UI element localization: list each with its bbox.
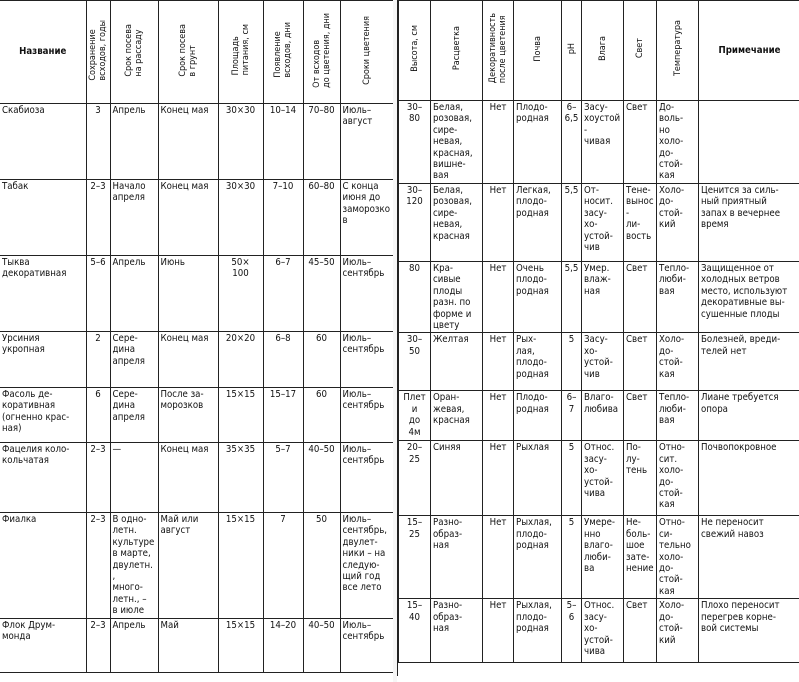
table-row (399, 441, 799, 516)
table-cell: Разно- образ- ная (431, 516, 483, 599)
table-row (399, 184, 799, 262)
table-cell: Рыхлая (514, 441, 562, 516)
header-feeding-area: Площадь питания, см (218, 1, 263, 104)
header-ground-sowing: Срок посева в грунт (158, 1, 218, 104)
table-row (0, 443, 393, 513)
table-cell: 5 (562, 441, 582, 516)
table-cell: 6–7 (562, 391, 582, 441)
table-cell: 6–7 (263, 256, 303, 332)
table-row (0, 513, 393, 619)
table-cell: 6 (86, 388, 110, 443)
table-cell: Апрель (110, 256, 158, 332)
table-cell: 5–6 (86, 256, 110, 332)
table-cell: Свет (624, 333, 657, 391)
table-cell: Холо- до- стой- кий (657, 184, 699, 262)
table-cell: Относ. засу- хо- устой- чива (582, 441, 624, 516)
table-cell: 30×30 (218, 104, 263, 180)
table-cell: Сере- дина апреля (110, 388, 158, 443)
table-cell: 15– 40 (399, 599, 431, 663)
table-cell: 10–14 (263, 104, 303, 180)
table-cell: От- носит. засу- хо- устой- чив (582, 184, 624, 262)
table-cell: Синяя (431, 441, 483, 516)
table-cell: Фацелия коло- кольчатая (0, 443, 86, 513)
table-cell: Рых- лая, плодо- родная (514, 333, 562, 391)
table-cell: Июль– сентябрь (340, 388, 393, 443)
table-cell: Фиалка (0, 513, 86, 619)
table-cell: Тене- вынос- ли- вость (624, 184, 657, 262)
table-cell: Свет (624, 391, 657, 441)
table-cell: Отно- сит. холо- до- стой- кая (657, 441, 699, 516)
table-cell: Защищенное от холодных ветров место, используют декоративные вы- сушенные плоды (699, 262, 799, 333)
table-cell: Влаго- любива (582, 391, 624, 441)
header-height: Высота, см (399, 1, 431, 101)
table-cell: Не- боль- шое зате- нение (624, 516, 657, 599)
table-cell: Плодо- родная (514, 101, 562, 184)
table-row (0, 618, 393, 672)
header-to-flowering-days: От всходов до цветения, дни (303, 1, 340, 104)
table-cell: Плохо переносит перегрев корне- вой системы (699, 599, 799, 663)
table-cell: Урсиния укропная (0, 332, 86, 388)
table-cell: Очень плодо- родная (514, 262, 562, 333)
table-cell: Нет (483, 441, 514, 516)
table-cell: 45–50 (303, 256, 340, 332)
table-cell: Тепло- люби- вая (657, 262, 699, 333)
table-cell: Апрель (110, 104, 158, 180)
table-cell: Тыква декоративная (0, 256, 86, 332)
table-cell: 50× 100 (218, 256, 263, 332)
table-cell: 2–3 (86, 180, 110, 256)
table-cell: Конец мая (158, 180, 218, 256)
table-cell: Плети до 4м (399, 391, 431, 441)
table-cell: 15×15 (218, 513, 263, 619)
table-cell: До- воль- но холо- до- стой- кая (657, 101, 699, 184)
table-cell: Начало апреля (110, 180, 158, 256)
table-cell: 2 (86, 332, 110, 388)
table-cell: Июль– сентябрь (340, 443, 393, 513)
table-cell: 5 (562, 333, 582, 391)
table-cell: 2–3 (86, 443, 110, 513)
table-row (0, 104, 393, 180)
table-row (399, 333, 799, 391)
table-cell: 40–50 (303, 618, 340, 672)
table-cell: 30– 80 (399, 101, 431, 184)
table-cell: Нет (483, 391, 514, 441)
table-cell: Конец мая (158, 332, 218, 388)
table-cell: По- лу- тень (624, 441, 657, 516)
table-cell: 2–3 (86, 618, 110, 672)
table-cell: 50 (303, 513, 340, 619)
table-cell: 7 (263, 513, 303, 619)
table-cell: Нет (483, 262, 514, 333)
table-cell: Болезней, вреди- телей нет (699, 333, 799, 391)
table-cell: — (110, 443, 158, 513)
table-cell: Лиане требуется опора (699, 391, 799, 441)
table-cell: Кра- сивые плоды разн. по форме и цвету (431, 262, 483, 333)
header-seedling-sowing: Срок посева на рассаду (110, 1, 158, 104)
header-name: Название (0, 1, 86, 104)
table-cell: Не переносит свежий навоз (699, 516, 799, 599)
table-row (0, 180, 393, 256)
table-cell: Холо- до- стой- кая (657, 333, 699, 391)
table-cell: 20×20 (218, 332, 263, 388)
table-cell: 60 (303, 388, 340, 443)
table-cell: Флок Друм- монда (0, 618, 86, 672)
table-cell: 15–17 (263, 388, 303, 443)
table-cell: Нет (483, 184, 514, 262)
table-cell: Июль– сентябрь (340, 618, 393, 672)
table-row (0, 332, 393, 388)
table-cell: Июль– сентябрь (340, 256, 393, 332)
table-cell: Май (158, 618, 218, 672)
table-cell: Июнь (158, 256, 218, 332)
table-cell: Разно- образ- ная (431, 599, 483, 663)
table-cell: Нет (483, 516, 514, 599)
table-cell: 6– 6,5 (562, 101, 582, 184)
table-cell: 35×35 (218, 443, 263, 513)
table-cell: 15×15 (218, 388, 263, 443)
header-decorativeness: Декоративность после цветения (483, 1, 514, 101)
table-cell: 5–6 (562, 599, 582, 663)
table-cell: 5 (562, 516, 582, 599)
table-cell: 60–80 (303, 180, 340, 256)
table-cell: Сере- дина апреля (110, 332, 158, 388)
table-cell: Нет (483, 333, 514, 391)
table-cell: 7–10 (263, 180, 303, 256)
table-cell: В одно- летн. культуре в марте, двулетн., много- летн., – в июле (110, 513, 158, 619)
table-cell: Свет (624, 599, 657, 663)
plants-table-left (0, 0, 394, 673)
header-temperature: Температура (657, 1, 699, 101)
table-cell: 70–80 (303, 104, 340, 180)
table-cell: Умере- нно влаго- люби- ва (582, 516, 624, 599)
header-flowering-period: Сроки цветения (340, 1, 393, 104)
table-cell: 5,5 (562, 184, 582, 262)
left-header-row (0, 1, 393, 104)
table-cell: 2–3 (86, 513, 110, 619)
table-cell: Легкая, плодо- родная (514, 184, 562, 262)
table-cell: Апрель (110, 618, 158, 672)
table-cell: Конец мая (158, 104, 218, 180)
table-row (0, 388, 393, 443)
right-header-row (399, 1, 799, 101)
table-cell: Холо- до- стой- кий (657, 599, 699, 663)
table-cell: 5–7 (263, 443, 303, 513)
right-table-page (397, 0, 799, 676)
table-cell: Рыхлая, плодо- родная (514, 599, 562, 663)
table-cell: 80 (399, 262, 431, 333)
table-cell: Рыхлая, плодо- родная (514, 516, 562, 599)
table-cell: 5,5 (562, 262, 582, 333)
table-cell: Относ. засу- хо- устой- чива (582, 599, 624, 663)
table-cell: 15×15 (218, 618, 263, 672)
table-cell: 60 (303, 332, 340, 388)
table-cell: Желтая (431, 333, 483, 391)
table-cell: Май или август (158, 513, 218, 619)
table-row (399, 262, 799, 333)
table-cell: Почвопокровное (699, 441, 799, 516)
table-cell: С конца июня до заморозков (340, 180, 393, 256)
table-cell: Свет (624, 101, 657, 184)
table-cell (699, 101, 799, 184)
table-row (399, 516, 799, 599)
table-cell: Засу- хо- устой- чив (582, 333, 624, 391)
table-cell: 30×30 (218, 180, 263, 256)
table-cell: Конец мая (158, 443, 218, 513)
table-cell: Тепло- люби- вая (657, 391, 699, 441)
table-row (0, 256, 393, 332)
table-cell: После за- морозков (158, 388, 218, 443)
table-cell: Скабиоза (0, 104, 86, 180)
table-cell: 30– 120 (399, 184, 431, 262)
plants-table-right (398, 0, 799, 663)
header-soil: Почва (514, 1, 562, 101)
table-cell: Табак (0, 180, 86, 256)
table-cell: Отно- си- тельно холо- до- стой- кая (657, 516, 699, 599)
table-cell: Июль– сентябрь (340, 332, 393, 388)
header-germination-years: Сохранение всходов, годы (86, 1, 110, 104)
table-row (399, 599, 799, 663)
header-coloring: Расцветка (431, 1, 483, 101)
table-row (399, 391, 799, 441)
table-cell: Фасоль де- коративная (огненно крас- ная) (0, 388, 86, 443)
table-cell: Оран- жевая, красная (431, 391, 483, 441)
table-cell: Засу- хоустой- чивая (582, 101, 624, 184)
table-cell: 14–20 (263, 618, 303, 672)
table-cell: Белая, розовая, сире- невая, красная (431, 184, 483, 262)
table-cell: 20– 25 (399, 441, 431, 516)
table-cell: 6–8 (263, 332, 303, 388)
left-table-page (0, 0, 393, 682)
header-light: Свет (624, 1, 657, 101)
header-emergence-days: Появление всходов, дни (263, 1, 303, 104)
table-row (399, 101, 799, 184)
table-cell: 30– 50 (399, 333, 431, 391)
table-cell: Нет (483, 101, 514, 184)
table-cell: Ценится за силь- ный приятный запах в вечернее время (699, 184, 799, 262)
table-cell: Белая, розовая, сире- невая, красная, вишне- вая (431, 101, 483, 184)
table-cell: 15– 25 (399, 516, 431, 599)
header-moisture: Влага (582, 1, 624, 101)
table-cell: Умер. влаж- ная (582, 262, 624, 333)
table-cell: Июль– сентябрь, двулет- ники – на следую- щий год все лето (340, 513, 393, 619)
table-cell: Июль– август (340, 104, 393, 180)
table-cell: 3 (86, 104, 110, 180)
header-note: Примечание (699, 1, 799, 101)
header-ph: pH (562, 1, 582, 101)
table-cell: Плодо- родная (514, 391, 562, 441)
table-cell: Нет (483, 599, 514, 663)
table-cell: 40–50 (303, 443, 340, 513)
table-cell: Свет (624, 262, 657, 333)
